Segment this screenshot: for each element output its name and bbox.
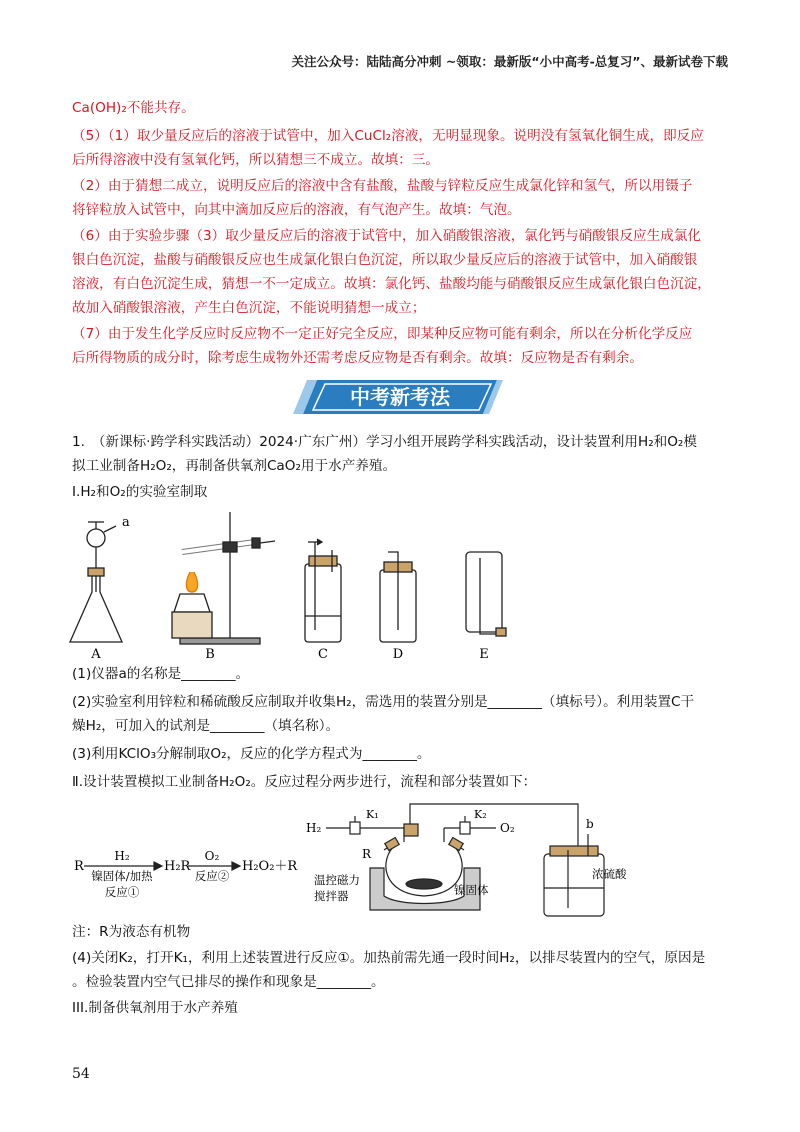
valve-k2: K₂ bbox=[474, 808, 487, 821]
page-number: 54 bbox=[72, 1066, 90, 1082]
sub-question-1: (1)仪器a的名称是________。 bbox=[72, 666, 250, 682]
reaction-flow bbox=[72, 840, 302, 899]
apparatus-label: A bbox=[91, 647, 101, 662]
flow-reaction-1: 反应① bbox=[104, 885, 140, 899]
answer-line: 将锌粒放入试管中，向其中滴加反应后的溶液，有气泡产生。故填：气泡。 bbox=[72, 202, 521, 218]
sub-question-2: (2)实验室利用锌粒和稀硫酸反应制取并收集H₂，需选用的装置分别是________（填标号）。利用装置C干 bbox=[72, 694, 695, 710]
apparatus-label: E bbox=[479, 647, 489, 662]
acid-label: 浓硫酸 bbox=[592, 867, 627, 881]
answer-line: （5）（1）取少量反应后的溶液于试管中，加入CuCl₂溶液，无明显现象。说明没有氢氧化铜生成，即反应 bbox=[72, 128, 704, 144]
flow-h2: H₂ bbox=[114, 849, 130, 863]
apparatus-label: D bbox=[392, 647, 404, 662]
nickel-label: 镍固体 bbox=[454, 883, 489, 897]
question-1-line: 拟工业制备H₂O₂，再制备供氧剂CaO₂用于水产养殖。 bbox=[72, 458, 397, 474]
answer-line: 故加入硝酸银溶液，产生白色沉淀，不能说明猜想一成立； bbox=[72, 300, 426, 316]
sub-question-3: (3)利用KClO₃分解制取O₂，反应的化学方程式为________。 bbox=[72, 746, 431, 762]
outlet-b: b bbox=[586, 817, 594, 831]
page-header: 关注公众号：陆陆高分冲刺 ~领取：最新版“小中高考-总复习”、最新试卷下载 bbox=[291, 54, 728, 69]
label-a: a bbox=[122, 515, 130, 530]
part-1-title: I.H₂和O₂的实验室制取 bbox=[72, 484, 208, 500]
flow-o2: O₂ bbox=[204, 849, 220, 863]
apparatus-label: B bbox=[205, 647, 215, 662]
app-o2: O₂ bbox=[500, 821, 515, 835]
answer-line: （6）由于实验步骤（3）取少量反应后的溶液于试管中，加入硝酸银溶液，氯化钙与硝酸银反应生成氯化 bbox=[72, 228, 702, 244]
stirrer-label: 温控磁力 bbox=[314, 873, 360, 887]
part-2-title: Ⅱ.设计装置模拟工业制备H₂O₂。反应过程分两步进行，流程和部分装置如下： bbox=[72, 774, 537, 790]
apparatus-diagram bbox=[60, 512, 510, 662]
answer-line: 后所得物质的成分时，除考虑生成物外还需考虑反应物是否有剩余。故填：反应物是否有剩余。 bbox=[72, 350, 643, 366]
flow-product: H₂O₂＋R bbox=[242, 859, 298, 874]
apparatus-label: C bbox=[318, 647, 328, 662]
flow-catalyst: 镍固体/加热 bbox=[91, 869, 153, 883]
answer-line: Ca(OH)₂不能共存。 bbox=[72, 100, 195, 116]
valve-k1: K₁ bbox=[366, 808, 379, 821]
reaction-apparatus bbox=[300, 798, 640, 920]
app-h2: H₂ bbox=[306, 821, 322, 835]
flow-r: R bbox=[74, 859, 84, 874]
banner-title: 中考新考法 bbox=[350, 385, 450, 409]
answer-line: （7）由于发生化学反应时反应物不一定正好完全反应，即某种反应物可能有剩余，所以在分析化学反应 bbox=[72, 326, 693, 342]
question-1-line: 1. （新课标·跨学科实践活动）2024·广东广州）学习小组开展跨学科实践活动，设计装置利用H₂和O₂模 bbox=[72, 434, 697, 450]
app-r: R bbox=[362, 847, 372, 861]
answer-line: 后所得溶液中没有氢氧化钙，所以猜想三不成立。故填：三。 bbox=[72, 152, 440, 168]
note: 注：R为液态有机物 bbox=[72, 924, 191, 940]
sub-question-2: 燥H₂，可加入的试剂是________（填名称）。 bbox=[72, 718, 340, 734]
answer-line: （2）由于猜想二成立，说明反应后的溶液中含有盐酸，盐酸与锌粒反应生成氯化锌和氢气，所以用镊子 bbox=[72, 178, 693, 194]
stirrer-label: 搅拌器 bbox=[314, 889, 349, 903]
flow-h2r: H₂R bbox=[164, 859, 191, 874]
answer-line: 银白色沉淀，盐酸与硝酸银反应也生成氯化银白色沉淀，所以取少量反应后的溶液于试管中，加入硝酸银 bbox=[72, 252, 698, 268]
sub-question-4: (4)关闭K₂，打开K₁，利用上述装置进行反应①。加热前需先通一段时间H₂，以排尽装置内的空气，原因是 bbox=[72, 950, 706, 966]
sub-question-4: 。检验装置内空气已排尽的操作和现象是________。 bbox=[72, 974, 385, 990]
flow-reaction-2: 反应② bbox=[194, 869, 230, 883]
part-3-title: III.制备供氧剂用于水产养殖 bbox=[72, 1000, 238, 1016]
answer-line: 溶液，有白色沉淀生成，猜想一不一定成立。故填：氯化钙、盐酸均能与硝酸银反应生成氯化银白色沉淀， bbox=[72, 276, 711, 292]
section-banner bbox=[303, 380, 497, 414]
